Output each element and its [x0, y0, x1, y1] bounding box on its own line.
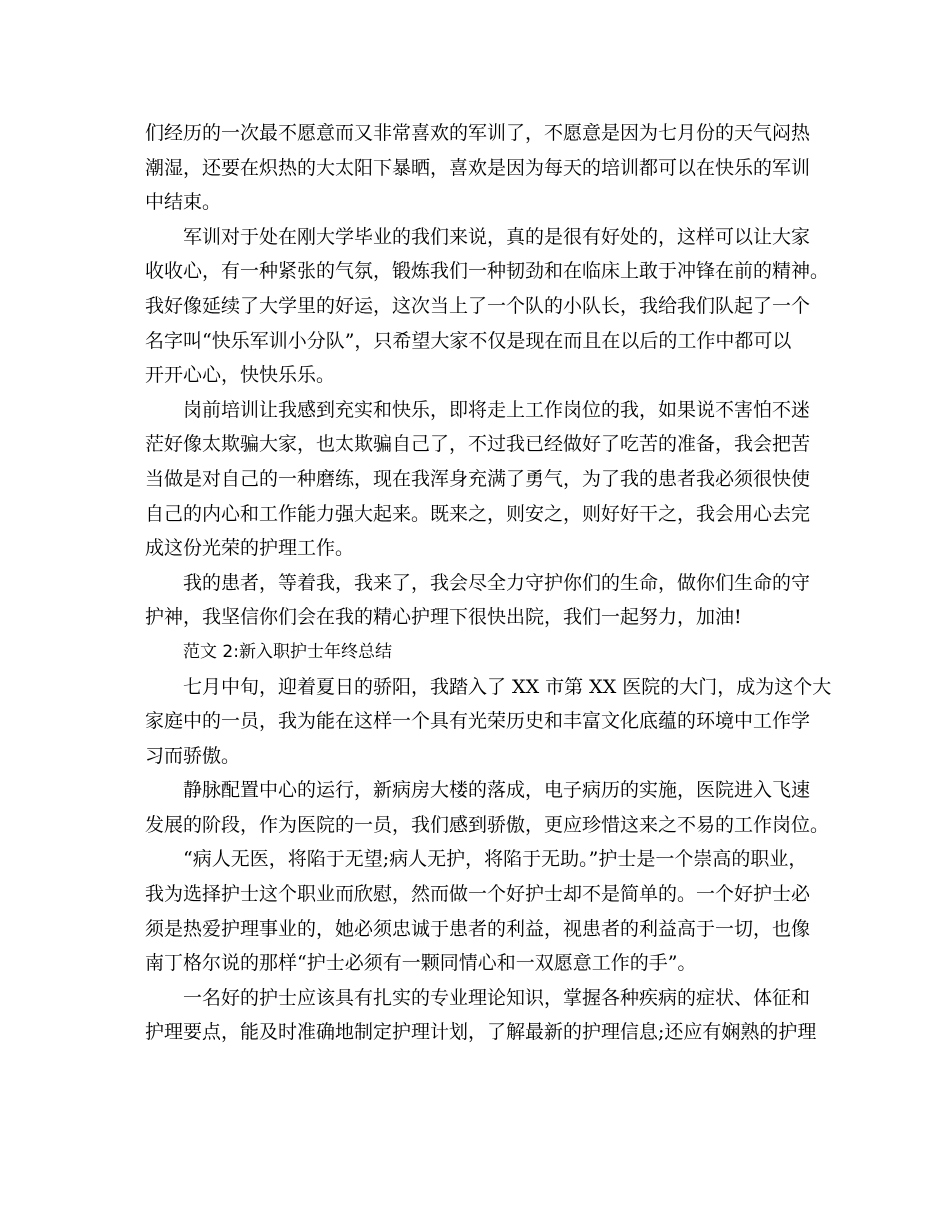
text-line: 自己的内心和工作能力强大起来。既来之，则安之，则好好干之，我会用心去完 [145, 502, 811, 525]
paragraph-start-line: 我的患者，等着我，我来了，我会尽全力守护你们的生命，做你们生命的守 [183, 571, 811, 594]
text-line: 南丁格尔说的那样“护士必须有一颗同情心和一双愿意工作的手”。 [145, 952, 697, 975]
text-line: 名字叫“快乐军训小分队”，只希望大家不仅是现在而且在以后的工作中都可以 [145, 329, 792, 352]
text-line: 中结束。 [145, 191, 222, 214]
paragraph-start-line: 七月中旬，迎着夏日的骄阳，我踏入了 XX 市第 XX 医院的大门，成为这个大 [183, 675, 832, 698]
paragraph-start-line: 岗前培训让我感到充实和快乐，即将走上工作岗位的我，如果说不害怕不迷 [183, 398, 811, 421]
paragraph-start-line: 静脉配置中心的运行，新病房大楼的落成，电子病历的实施，医院进入飞速 [183, 779, 811, 802]
text-line: 们经历的一次最不愿意而又非常喜欢的军训了，不愿意是因为七月份的天气闷热 [145, 122, 811, 144]
section-heading: 范文 2:新入职护士年终总结 [183, 641, 392, 662]
text-line: 成这份光荣的护理工作。 [145, 537, 355, 560]
paragraph-start-line: 军训对于处在刚大学毕业的我们来说，真的是很有好处的，这样可以让大家 [183, 225, 811, 248]
text-line: 潮湿，还要在炽热的大太阳下暴晒，喜欢是因为每天的培训都可以在快乐的军训 [145, 156, 811, 179]
text-line: 茫好像太欺骗大家，也太欺骗自己了，不过我已经做好了吃苦的准备，我会把苦 [145, 433, 811, 456]
text-line: 收收心，有一种紧张的气氛，锻炼我们一种韧劲和在临床上敢于冲锋在前的精神。 [145, 260, 830, 283]
paragraph-start-line: 一名好的护士应该具有扎实的专业理论知识，掌握各种疾病的症状、体征和 [183, 986, 811, 1009]
text-line: 发展的阶段，作为医院的一员，我们感到骄傲，更应珍惜这来之不易的工作岗位。 [145, 813, 830, 836]
text-line: 须是热爱护理事业的，她必须忠诚于患者的利益，视患者的利益高于一切，也像 [145, 917, 811, 940]
text-line: 我为选择护士这个职业而欣慰，然而做一个好护士却不是简单的。一个好护士必 [145, 883, 811, 906]
document-body [145, 116, 832, 1050]
text-line: 护神，我坚信你们会在我的精心护理下很快出院，我们一起努力，加油! [145, 606, 742, 629]
text-line: 家庭中的一员，我为能在这样一个具有光荣历史和丰富文化底蕴的环境中工作学 [145, 710, 811, 733]
text-line: 护理要点，能及时准确地制定护理计划，了解最新的护理信息;还应有娴熟的护理 [145, 1021, 817, 1044]
text-line: 我好像延续了大学里的好运，这次当上了一个队的小队长，我给我们队起了一个 [145, 294, 811, 317]
text-line: 习而骄傲。 [145, 744, 241, 767]
text-line: 当做是对自己的一种磨练，现在我浑身充满了勇气，为了我的患者我必须很快使 [145, 467, 811, 490]
text-line: 开开心心，快快乐乐。 [145, 364, 336, 387]
paragraph-start-line: “病人无医，将陷于无望;病人无护，将陷于无助。”护士是一个崇高的职业， [183, 848, 808, 871]
